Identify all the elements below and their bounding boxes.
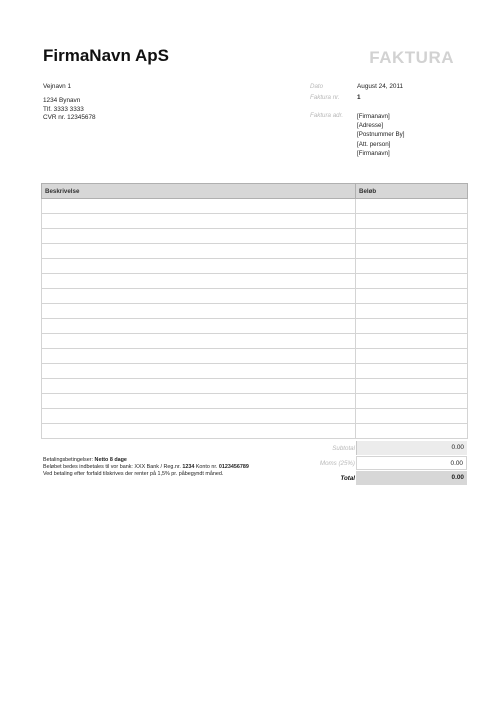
document-title: FAKTURA xyxy=(369,48,454,67)
table-row xyxy=(42,244,468,259)
table-row xyxy=(42,214,468,229)
table-row xyxy=(42,334,468,349)
invoice-number-label: Faktura nr. xyxy=(310,94,340,101)
row-description-cell[interactable] xyxy=(42,379,356,394)
column-header-amount: Beløb xyxy=(356,184,468,199)
row-description-cell[interactable] xyxy=(42,274,356,289)
account-text: Konto nr. xyxy=(194,464,219,471)
table-row xyxy=(42,229,468,244)
row-amount-cell[interactable] xyxy=(356,244,468,259)
row-amount-cell[interactable] xyxy=(356,289,468,304)
row-description-cell[interactable] xyxy=(42,289,356,304)
total-label: Total xyxy=(340,475,355,482)
row-description-cell[interactable] xyxy=(42,244,356,259)
table-row xyxy=(42,199,468,214)
table-row xyxy=(42,379,468,394)
row-amount-cell[interactable] xyxy=(356,334,468,349)
payment-terms-label: Betalingsbetingelser: xyxy=(43,457,95,463)
interest-note: Ved betaling efter forfald tilskrives der renter på 1,5% pr. påbegyndt måned. xyxy=(43,471,224,478)
invoice-number-value: 1 xyxy=(357,94,361,101)
table-row xyxy=(42,304,468,319)
vat-value: 0.00 xyxy=(356,456,467,470)
row-description-cell[interactable] xyxy=(42,334,356,349)
row-amount-cell[interactable] xyxy=(356,379,468,394)
row-amount-cell[interactable] xyxy=(356,319,468,334)
row-description-cell[interactable] xyxy=(42,424,356,439)
row-amount-cell[interactable] xyxy=(356,199,468,214)
table-row xyxy=(42,424,468,439)
row-amount-cell[interactable] xyxy=(356,364,468,379)
table-header-row xyxy=(42,184,468,199)
row-description-cell[interactable] xyxy=(42,229,356,244)
row-description-cell[interactable] xyxy=(42,199,356,214)
subtotal-label: Subtotal xyxy=(332,445,355,452)
table-row xyxy=(42,349,468,364)
recipient-line: [Firmanavn] xyxy=(357,149,390,157)
recipient-line: [Firmanavn] xyxy=(357,113,390,120)
row-amount-cell[interactable] xyxy=(356,229,468,244)
bank-account-number: 0123456789 xyxy=(218,464,249,471)
row-description-cell[interactable] xyxy=(42,214,356,229)
sender-street: Vejnavn 1 xyxy=(43,83,72,90)
row-description-cell[interactable] xyxy=(42,364,356,379)
date-label: Dato xyxy=(310,83,324,90)
recipient-line: [Postnummer By] xyxy=(357,131,405,139)
row-description-cell[interactable] xyxy=(42,349,356,364)
bank-text: Beløbet bedes indbetales til vor bank: XXX Bank / Reg.nr. xyxy=(43,464,183,471)
row-description-cell[interactable] xyxy=(42,394,356,409)
bank-reg-number: 1234 xyxy=(182,464,195,471)
company-name: FirmaNavn ApS xyxy=(43,46,169,65)
recipient-line: [Att. person] xyxy=(357,140,391,148)
column-header-description: Beskrivelse xyxy=(42,184,356,199)
recipient-address xyxy=(357,112,404,158)
row-amount-cell[interactable] xyxy=(356,304,468,319)
invoice-address-label: Faktura adr. xyxy=(310,112,344,119)
row-description-cell[interactable] xyxy=(42,259,356,274)
recipient-line: [Adresse] xyxy=(357,122,384,130)
sender-phone: Tlf. 3333 3333 xyxy=(43,105,84,113)
row-description-cell[interactable] xyxy=(42,319,356,334)
sender-address xyxy=(43,83,96,123)
table-row xyxy=(42,364,468,379)
table-row xyxy=(42,289,468,304)
table-row xyxy=(42,409,468,424)
date-value: August 24, 2011 xyxy=(357,83,404,90)
table-row xyxy=(42,259,468,274)
row-amount-cell[interactable] xyxy=(356,424,468,439)
payment-terms-value: Netto 8 dage xyxy=(94,457,127,463)
row-amount-cell[interactable] xyxy=(356,274,468,289)
vat-label: Moms (25%) xyxy=(319,460,355,467)
sender-cvr: CVR nr. 12345678 xyxy=(43,114,96,122)
row-amount-cell[interactable] xyxy=(356,349,468,364)
row-amount-cell[interactable] xyxy=(356,394,468,409)
row-description-cell[interactable] xyxy=(42,304,356,319)
row-amount-cell[interactable] xyxy=(356,214,468,229)
row-amount-cell[interactable] xyxy=(356,259,468,274)
sender-city: 1234 Bynavn xyxy=(43,97,81,105)
table-row xyxy=(42,319,468,334)
payment-terms xyxy=(43,457,249,479)
line-items-table xyxy=(41,183,468,439)
subtotal-value: 0.00 xyxy=(356,441,467,455)
table-row xyxy=(42,274,468,289)
row-amount-cell[interactable] xyxy=(356,409,468,424)
payment-terms-line xyxy=(43,457,249,464)
row-description-cell[interactable] xyxy=(42,409,356,424)
table-row xyxy=(42,394,468,409)
total-value: 0.00 xyxy=(356,471,467,485)
